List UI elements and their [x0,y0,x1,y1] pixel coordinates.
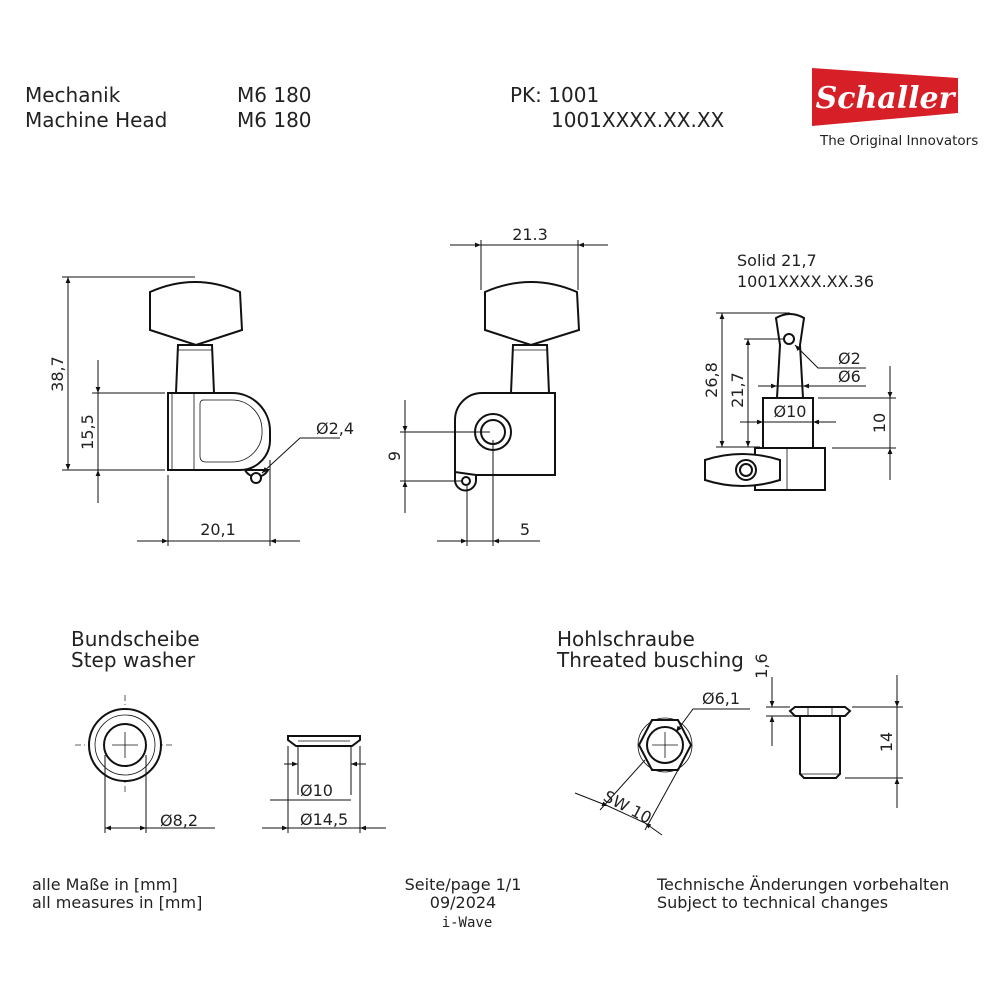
post-article: 1001XXXX.XX.36 [737,272,875,291]
dim-hole-dia: Ø2,4 [316,419,355,438]
dim-post-dia: Ø6 [838,367,861,386]
dim-bushing-wrench: SW 10 [600,786,655,828]
article-number: 1001XXXX.XX.XX [551,108,725,132]
page-number: Seite/page 1/1 [404,875,522,894]
units-de: alle Maße in [mm] [32,875,178,894]
dim-width: 20,1 [200,520,236,539]
footer [32,875,949,931]
dim-washer-outer: Ø14,5 [300,810,349,829]
dim-base-height: 10 [870,412,889,434]
dim-total-height: 38,7 [48,356,67,392]
dim-post-total: 26,8 [702,362,721,398]
dim-post-height: 21,7 [728,372,747,408]
units-en: all measures in [mm] [32,893,203,912]
back-view [385,225,608,546]
dim-bushing-length: 14 [877,731,896,753]
bushing-title-en: Threated busching [557,648,744,672]
dim-housing-height: 15,5 [78,414,97,450]
notice-de: Technische Änderungen vorbehalten [657,875,950,894]
dim-hole-offset: 5 [519,520,531,539]
notice-en: Subject to technical changes [657,893,889,912]
label-en: Machine Head [25,108,168,132]
schaller-logo [812,68,978,149]
dim-washer-inner: Ø8,2 [160,811,199,830]
dim-washer-step: Ø10 [300,781,333,800]
threaded-bushing [556,627,903,835]
author: i-Wave [441,915,493,931]
dim-base-dia: Ø10 [773,402,807,421]
model-de: M6 180 [237,83,312,107]
svg-text:Schaller: Schaller [815,81,955,116]
model-en: M6 180 [237,108,312,132]
label-de: Mechanik [25,83,121,107]
washer-title-en: Step washer [71,648,196,672]
dim-knob-width: 21.3 [512,225,548,244]
post-view [702,251,896,490]
dim-string-hole: Ø2 [838,349,861,368]
side-view [48,277,354,546]
dim-bushing-dia: Ø6,1 [702,689,741,708]
washer-title-de: Bundscheibe [71,627,200,651]
dim-hole-height: 9 [385,450,404,462]
title-block [25,83,725,132]
pk-number: PK: 1001 [510,83,600,107]
logo-tagline: The Original Innovators [820,133,979,149]
step-washer [71,627,386,833]
dim-bushing-flange: 1,6 [752,653,771,679]
post-variant: Solid 21,7 [737,251,817,270]
bushing-title-de: Hohlschraube [557,627,695,651]
date: 09/2024 [429,893,497,912]
